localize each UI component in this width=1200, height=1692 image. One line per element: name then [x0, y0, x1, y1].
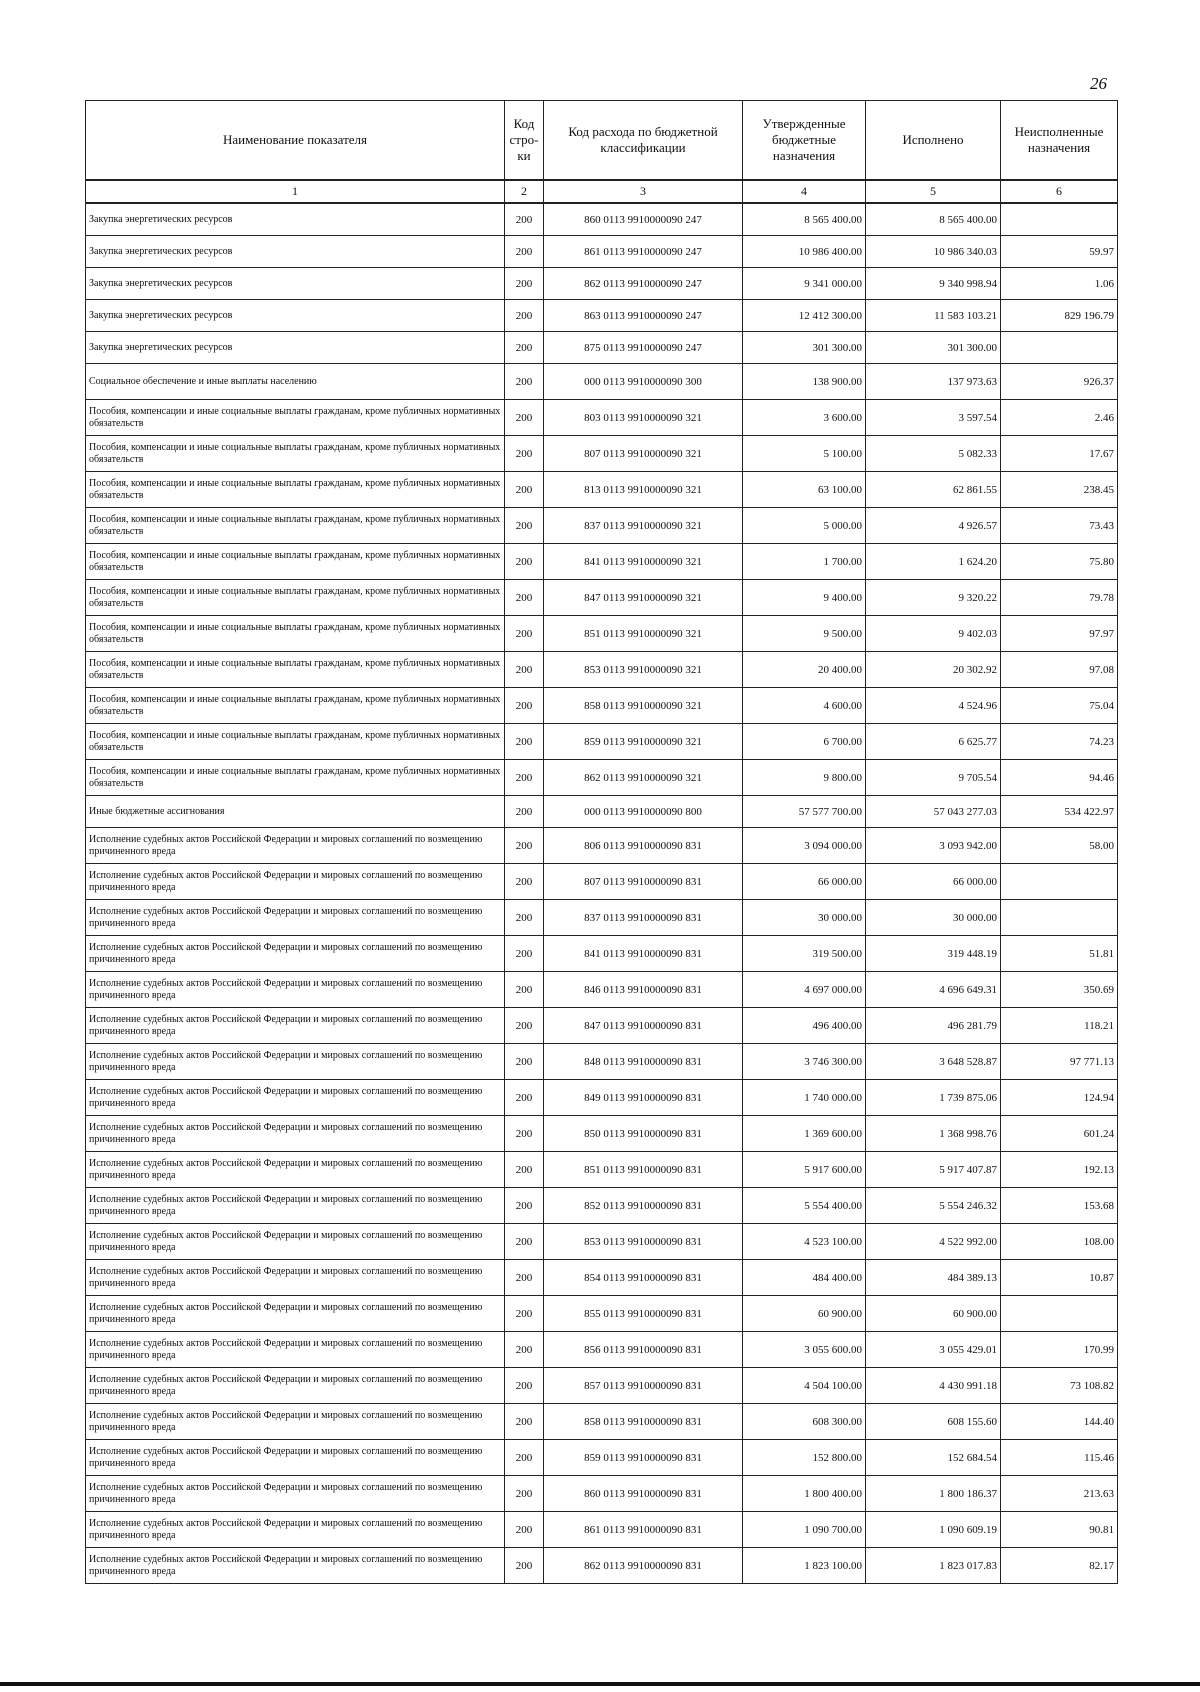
row-code-cell: 200	[505, 508, 544, 544]
table-row	[86, 236, 1118, 268]
table-row	[86, 1224, 1118, 1260]
row-executed-cell: 3 055 429.01	[866, 1332, 1001, 1368]
row-code-cell: 200	[505, 1260, 544, 1296]
row-executed-cell: 4 696 649.31	[866, 972, 1001, 1008]
row-name-cell: Исполнение судебных актов Российской Федерации и мировых соглашений по возмещению причиненного вреда	[86, 1080, 505, 1116]
table-row	[86, 544, 1118, 580]
table-row	[86, 688, 1118, 724]
row-code-cell: 200	[505, 1080, 544, 1116]
row-unexecuted-cell: 73.43	[1001, 508, 1118, 544]
row-name-cell: Исполнение судебных актов Российской Федерации и мировых соглашений по возмещению причиненного вреда	[86, 1548, 505, 1584]
row-unexecuted-cell: 213.63	[1001, 1476, 1118, 1512]
row-unexecuted-cell: 926.37	[1001, 364, 1118, 400]
row-code-cell: 200	[505, 864, 544, 900]
row-name-cell: Иные бюджетные ассигнования	[86, 796, 505, 828]
row-code-cell: 200	[505, 900, 544, 936]
table-row	[86, 300, 1118, 332]
row-approved-cell: 20 400.00	[743, 652, 866, 688]
row-code-cell: 200	[505, 236, 544, 268]
row-kbk-cell: 846 0113 9910000090 831	[544, 972, 743, 1008]
row-name-cell: Исполнение судебных актов Российской Федерации и мировых соглашений по возмещению причиненного вреда	[86, 1512, 505, 1548]
row-unexecuted-cell: 10.87	[1001, 1260, 1118, 1296]
row-unexecuted-cell: 75.80	[1001, 544, 1118, 580]
row-code-cell: 200	[505, 1188, 544, 1224]
row-approved-cell: 9 400.00	[743, 580, 866, 616]
budget-execution-table	[85, 100, 1118, 1584]
row-approved-cell: 4 600.00	[743, 688, 866, 724]
row-executed-cell: 8 565 400.00	[866, 203, 1001, 236]
row-approved-cell: 1 369 600.00	[743, 1116, 866, 1152]
row-code-cell: 200	[505, 1440, 544, 1476]
row-code-cell: 200	[505, 1332, 544, 1368]
row-kbk-cell: 855 0113 9910000090 831	[544, 1296, 743, 1332]
row-executed-cell: 4 522 992.00	[866, 1224, 1001, 1260]
row-executed-cell: 4 926.57	[866, 508, 1001, 544]
row-executed-cell: 3 093 942.00	[866, 828, 1001, 864]
table-row	[86, 616, 1118, 652]
row-executed-cell: 11 583 103.21	[866, 300, 1001, 332]
table-row	[86, 203, 1118, 236]
row-executed-cell: 9 340 998.94	[866, 268, 1001, 300]
row-unexecuted-cell	[1001, 864, 1118, 900]
row-unexecuted-cell	[1001, 332, 1118, 364]
row-approved-cell: 5 554 400.00	[743, 1188, 866, 1224]
row-kbk-cell: 853 0113 9910000090 831	[544, 1224, 743, 1260]
row-executed-cell: 4 524.96	[866, 688, 1001, 724]
column-number: 5	[866, 180, 1001, 203]
row-unexecuted-cell	[1001, 1296, 1118, 1332]
row-name-cell: Исполнение судебных актов Российской Федерации и мировых соглашений по возмещению причиненного вреда	[86, 1404, 505, 1440]
page-number: 26	[1090, 74, 1107, 93]
row-unexecuted-cell: 238.45	[1001, 472, 1118, 508]
row-unexecuted-cell: 534 422.97	[1001, 796, 1118, 828]
row-unexecuted-cell: 144.40	[1001, 1404, 1118, 1440]
row-approved-cell: 1 740 000.00	[743, 1080, 866, 1116]
row-approved-cell: 3 094 000.00	[743, 828, 866, 864]
row-executed-cell: 608 155.60	[866, 1404, 1001, 1440]
row-approved-cell: 12 412 300.00	[743, 300, 866, 332]
row-unexecuted-cell: 97.97	[1001, 616, 1118, 652]
row-executed-cell: 6 625.77	[866, 724, 1001, 760]
table-row	[86, 972, 1118, 1008]
column-number: 4	[743, 180, 866, 203]
row-unexecuted-cell: 94.46	[1001, 760, 1118, 796]
table-row	[86, 1404, 1118, 1440]
row-executed-cell: 152 684.54	[866, 1440, 1001, 1476]
row-name-cell: Пособия, компенсации и иные социальные выплаты гражданам, кроме публичных нормативных обязательств	[86, 400, 505, 436]
column-number-row	[86, 180, 1118, 203]
row-code-cell: 200	[505, 400, 544, 436]
row-code-cell: 200	[505, 203, 544, 236]
row-approved-cell: 4 697 000.00	[743, 972, 866, 1008]
row-code-cell: 200	[505, 1476, 544, 1512]
row-name-cell: Пособия, компенсации и иные социальные выплаты гражданам, кроме публичных нормативных обязательств	[86, 724, 505, 760]
row-executed-cell: 1 800 186.37	[866, 1476, 1001, 1512]
row-name-cell: Исполнение судебных актов Российской Федерации и мировых соглашений по возмещению причиненного вреда	[86, 1260, 505, 1296]
row-code-cell: 200	[505, 364, 544, 400]
table-row	[86, 1368, 1118, 1404]
row-kbk-cell: 841 0113 9910000090 831	[544, 936, 743, 972]
row-kbk-cell: 851 0113 9910000090 831	[544, 1152, 743, 1188]
row-approved-cell: 4 523 100.00	[743, 1224, 866, 1260]
row-executed-cell: 1 823 017.83	[866, 1548, 1001, 1584]
row-executed-cell: 1 624.20	[866, 544, 1001, 580]
row-code-cell: 200	[505, 1152, 544, 1188]
table-row	[86, 1152, 1118, 1188]
row-executed-cell: 301 300.00	[866, 332, 1001, 364]
row-kbk-cell: 850 0113 9910000090 831	[544, 1116, 743, 1152]
table-row	[86, 436, 1118, 472]
row-kbk-cell: 847 0113 9910000090 321	[544, 580, 743, 616]
row-code-cell: 200	[505, 332, 544, 364]
row-executed-cell: 3 597.54	[866, 400, 1001, 436]
row-approved-cell: 152 800.00	[743, 1440, 866, 1476]
row-executed-cell: 1 739 875.06	[866, 1080, 1001, 1116]
table-row	[86, 652, 1118, 688]
header-name: Наименование показателя	[86, 101, 505, 181]
row-code-cell: 200	[505, 1368, 544, 1404]
row-name-cell: Пособия, компенсации и иные социальные выплаты гражданам, кроме публичных нормативных обязательств	[86, 760, 505, 796]
row-executed-cell: 5 554 246.32	[866, 1188, 1001, 1224]
row-approved-cell: 9 500.00	[743, 616, 866, 652]
row-code-cell: 200	[505, 580, 544, 616]
row-kbk-cell: 860 0113 9910000090 247	[544, 203, 743, 236]
row-unexecuted-cell: 118.21	[1001, 1008, 1118, 1044]
row-name-cell: Исполнение судебных актов Российской Федерации и мировых соглашений по возмещению причиненного вреда	[86, 1332, 505, 1368]
row-code-cell: 200	[505, 688, 544, 724]
table-row	[86, 1080, 1118, 1116]
row-unexecuted-cell: 74.23	[1001, 724, 1118, 760]
row-kbk-cell: 807 0113 9910000090 831	[544, 864, 743, 900]
row-code-cell: 200	[505, 268, 544, 300]
table-row	[86, 1332, 1118, 1368]
row-code-cell: 200	[505, 616, 544, 652]
row-name-cell: Исполнение судебных актов Российской Федерации и мировых соглашений по возмещению причиненного вреда	[86, 1476, 505, 1512]
row-code-cell: 200	[505, 472, 544, 508]
table-row	[86, 760, 1118, 796]
row-kbk-cell: 875 0113 9910000090 247	[544, 332, 743, 364]
row-code-cell: 200	[505, 724, 544, 760]
table-row	[86, 936, 1118, 972]
row-kbk-cell: 000 0113 9910000090 300	[544, 364, 743, 400]
row-kbk-cell: 862 0113 9910000090 831	[544, 1548, 743, 1584]
row-kbk-cell: 837 0113 9910000090 831	[544, 900, 743, 936]
table-row	[86, 1296, 1118, 1332]
row-code-cell: 200	[505, 936, 544, 972]
row-kbk-cell: 856 0113 9910000090 831	[544, 1332, 743, 1368]
row-name-cell: Исполнение судебных актов Российской Федерации и мировых соглашений по возмещению причиненного вреда	[86, 936, 505, 972]
row-approved-cell: 608 300.00	[743, 1404, 866, 1440]
row-code-cell: 200	[505, 760, 544, 796]
row-executed-cell: 60 900.00	[866, 1296, 1001, 1332]
row-name-cell: Исполнение судебных актов Российской Федерации и мировых соглашений по возмещению причиненного вреда	[86, 828, 505, 864]
row-executed-cell: 137 973.63	[866, 364, 1001, 400]
row-approved-cell: 63 100.00	[743, 472, 866, 508]
row-approved-cell: 301 300.00	[743, 332, 866, 364]
row-executed-cell: 5 917 407.87	[866, 1152, 1001, 1188]
row-name-cell: Исполнение судебных актов Российской Федерации и мировых соглашений по возмещению причиненного вреда	[86, 1188, 505, 1224]
row-kbk-cell: 857 0113 9910000090 831	[544, 1368, 743, 1404]
row-approved-cell: 8 565 400.00	[743, 203, 866, 236]
row-unexecuted-cell: 2.46	[1001, 400, 1118, 436]
row-executed-cell: 5 082.33	[866, 436, 1001, 472]
row-name-cell: Пособия, компенсации и иные социальные выплаты гражданам, кроме публичных нормативных обязательств	[86, 472, 505, 508]
table-row	[86, 1116, 1118, 1152]
row-kbk-cell: 852 0113 9910000090 831	[544, 1188, 743, 1224]
row-kbk-cell: 000 0113 9910000090 800	[544, 796, 743, 828]
row-unexecuted-cell	[1001, 203, 1118, 236]
row-code-cell: 200	[505, 1512, 544, 1548]
header-row	[86, 101, 1118, 181]
row-executed-cell: 30 000.00	[866, 900, 1001, 936]
row-approved-cell: 1 823 100.00	[743, 1548, 866, 1584]
row-executed-cell: 484 389.13	[866, 1260, 1001, 1296]
row-unexecuted-cell: 601.24	[1001, 1116, 1118, 1152]
row-name-cell: Пособия, компенсации и иные социальные выплаты гражданам, кроме публичных нормативных обязательств	[86, 616, 505, 652]
scan-edge-line	[0, 1682, 1200, 1686]
row-code-cell: 200	[505, 1044, 544, 1080]
row-name-cell: Исполнение судебных актов Российской Федерации и мировых соглашений по возмещению причиненного вреда	[86, 1008, 505, 1044]
row-unexecuted-cell: 97 771.13	[1001, 1044, 1118, 1080]
row-kbk-cell: 851 0113 9910000090 321	[544, 616, 743, 652]
row-approved-cell: 9 800.00	[743, 760, 866, 796]
row-kbk-cell: 841 0113 9910000090 321	[544, 544, 743, 580]
table-row	[86, 1548, 1118, 1584]
row-kbk-cell: 859 0113 9910000090 321	[544, 724, 743, 760]
column-number: 3	[544, 180, 743, 203]
header-code: Код стро- ки	[505, 101, 544, 181]
row-unexecuted-cell	[1001, 900, 1118, 936]
table-row	[86, 1476, 1118, 1512]
row-kbk-cell: 813 0113 9910000090 321	[544, 472, 743, 508]
row-approved-cell: 496 400.00	[743, 1008, 866, 1044]
row-executed-cell: 319 448.19	[866, 936, 1001, 972]
row-approved-cell: 1 700.00	[743, 544, 866, 580]
row-unexecuted-cell: 97.08	[1001, 652, 1118, 688]
row-kbk-cell: 848 0113 9910000090 831	[544, 1044, 743, 1080]
row-code-cell: 200	[505, 1116, 544, 1152]
row-name-cell: Исполнение судебных актов Российской Федерации и мировых соглашений по возмещению причиненного вреда	[86, 864, 505, 900]
row-approved-cell: 10 986 400.00	[743, 236, 866, 268]
row-kbk-cell: 862 0113 9910000090 321	[544, 760, 743, 796]
row-approved-cell: 30 000.00	[743, 900, 866, 936]
row-approved-cell: 66 000.00	[743, 864, 866, 900]
row-executed-cell: 1 368 998.76	[866, 1116, 1001, 1152]
header-executed: Исполнено	[866, 101, 1001, 181]
row-code-cell: 200	[505, 828, 544, 864]
row-code-cell: 200	[505, 1296, 544, 1332]
row-unexecuted-cell: 153.68	[1001, 1188, 1118, 1224]
row-unexecuted-cell: 192.13	[1001, 1152, 1118, 1188]
table-row	[86, 796, 1118, 828]
row-name-cell: Социальное обеспечение и иные выплаты населению	[86, 364, 505, 400]
row-name-cell: Пособия, компенсации и иные социальные выплаты гражданам, кроме публичных нормативных обязательств	[86, 688, 505, 724]
row-code-cell: 200	[505, 972, 544, 1008]
row-unexecuted-cell: 170.99	[1001, 1332, 1118, 1368]
row-name-cell: Закупка энергетических ресурсов	[86, 268, 505, 300]
header-approved: Утвержденные бюджетные назначения	[743, 101, 866, 181]
row-unexecuted-cell: 75.04	[1001, 688, 1118, 724]
row-name-cell: Исполнение судебных актов Российской Федерации и мировых соглашений по возмещению причиненного вреда	[86, 1116, 505, 1152]
row-kbk-cell: 858 0113 9910000090 831	[544, 1404, 743, 1440]
row-executed-cell: 57 043 277.03	[866, 796, 1001, 828]
row-executed-cell: 3 648 528.87	[866, 1044, 1001, 1080]
row-kbk-cell: 859 0113 9910000090 831	[544, 1440, 743, 1476]
table-row	[86, 472, 1118, 508]
row-approved-cell: 319 500.00	[743, 936, 866, 972]
row-unexecuted-cell: 124.94	[1001, 1080, 1118, 1116]
column-number: 6	[1001, 180, 1118, 203]
row-name-cell: Исполнение судебных актов Российской Федерации и мировых соглашений по возмещению причиненного вреда	[86, 900, 505, 936]
row-name-cell: Закупка энергетических ресурсов	[86, 236, 505, 268]
row-code-cell: 200	[505, 652, 544, 688]
row-name-cell: Пособия, компенсации и иные социальные выплаты гражданам, кроме публичных нормативных обязательств	[86, 544, 505, 580]
row-code-cell: 200	[505, 1224, 544, 1260]
row-approved-cell: 6 700.00	[743, 724, 866, 760]
row-unexecuted-cell: 82.17	[1001, 1548, 1118, 1584]
row-code-cell: 200	[505, 1404, 544, 1440]
row-approved-cell: 57 577 700.00	[743, 796, 866, 828]
table-row	[86, 580, 1118, 616]
row-code-cell: 200	[505, 1008, 544, 1044]
row-name-cell: Исполнение судебных актов Российской Федерации и мировых соглашений по возмещению причиненного вреда	[86, 972, 505, 1008]
row-kbk-cell: 849 0113 9910000090 831	[544, 1080, 743, 1116]
row-approved-cell: 1 800 400.00	[743, 1476, 866, 1512]
row-unexecuted-cell: 829 196.79	[1001, 300, 1118, 332]
row-approved-cell: 4 504 100.00	[743, 1368, 866, 1404]
row-kbk-cell: 837 0113 9910000090 321	[544, 508, 743, 544]
row-name-cell: Исполнение судебных актов Российской Федерации и мировых соглашений по возмещению причиненного вреда	[86, 1368, 505, 1404]
row-name-cell: Пособия, компенсации и иные социальные выплаты гражданам, кроме публичных нормативных обязательств	[86, 508, 505, 544]
row-executed-cell: 9 705.54	[866, 760, 1001, 796]
row-name-cell: Закупка энергетических ресурсов	[86, 332, 505, 364]
row-kbk-cell: 803 0113 9910000090 321	[544, 400, 743, 436]
row-executed-cell: 10 986 340.03	[866, 236, 1001, 268]
row-unexecuted-cell: 59.97	[1001, 236, 1118, 268]
row-executed-cell: 20 302.92	[866, 652, 1001, 688]
row-kbk-cell: 863 0113 9910000090 247	[544, 300, 743, 332]
row-executed-cell: 4 430 991.18	[866, 1368, 1001, 1404]
row-unexecuted-cell: 79.78	[1001, 580, 1118, 616]
table-row	[86, 900, 1118, 936]
row-name-cell: Пособия, компенсации и иные социальные выплаты гражданам, кроме публичных нормативных обязательств	[86, 580, 505, 616]
table-header	[86, 101, 1118, 204]
table-row	[86, 1008, 1118, 1044]
table-row	[86, 1044, 1118, 1080]
row-executed-cell: 66 000.00	[866, 864, 1001, 900]
header-kbk: Код расхода по бюджетной классификации	[544, 101, 743, 181]
row-kbk-cell: 861 0113 9910000090 831	[544, 1512, 743, 1548]
table-row	[86, 332, 1118, 364]
row-executed-cell: 9 402.03	[866, 616, 1001, 652]
table-row	[86, 1260, 1118, 1296]
column-number: 1	[86, 180, 505, 203]
table-row	[86, 364, 1118, 400]
row-executed-cell: 62 861.55	[866, 472, 1001, 508]
table-row	[86, 724, 1118, 760]
row-unexecuted-cell: 108.00	[1001, 1224, 1118, 1260]
row-name-cell: Исполнение судебных актов Российской Федерации и мировых соглашений по возмещению причиненного вреда	[86, 1152, 505, 1188]
table-row	[86, 864, 1118, 900]
row-approved-cell: 5 100.00	[743, 436, 866, 472]
table-row	[86, 1188, 1118, 1224]
row-kbk-cell: 807 0113 9910000090 321	[544, 436, 743, 472]
row-approved-cell: 1 090 700.00	[743, 1512, 866, 1548]
table-row	[86, 1440, 1118, 1476]
column-number: 2	[505, 180, 544, 203]
row-approved-cell: 3 600.00	[743, 400, 866, 436]
row-unexecuted-cell: 73 108.82	[1001, 1368, 1118, 1404]
row-approved-cell: 5 917 600.00	[743, 1152, 866, 1188]
row-name-cell: Пособия, компенсации и иные социальные выплаты гражданам, кроме публичных нормативных обязательств	[86, 436, 505, 472]
row-kbk-cell: 860 0113 9910000090 831	[544, 1476, 743, 1512]
row-code-cell: 200	[505, 300, 544, 332]
row-kbk-cell: 854 0113 9910000090 831	[544, 1260, 743, 1296]
row-executed-cell: 1 090 609.19	[866, 1512, 1001, 1548]
row-name-cell: Исполнение судебных актов Российской Федерации и мировых соглашений по возмещению причиненного вреда	[86, 1296, 505, 1332]
row-unexecuted-cell: 51.81	[1001, 936, 1118, 972]
table-row	[86, 400, 1118, 436]
row-kbk-cell: 858 0113 9910000090 321	[544, 688, 743, 724]
row-unexecuted-cell: 17.67	[1001, 436, 1118, 472]
table-row	[86, 268, 1118, 300]
row-approved-cell: 60 900.00	[743, 1296, 866, 1332]
table-row	[86, 1512, 1118, 1548]
table-row	[86, 828, 1118, 864]
row-executed-cell: 496 281.79	[866, 1008, 1001, 1044]
row-unexecuted-cell: 350.69	[1001, 972, 1118, 1008]
row-executed-cell: 9 320.22	[866, 580, 1001, 616]
row-approved-cell: 138 900.00	[743, 364, 866, 400]
row-approved-cell: 3 746 300.00	[743, 1044, 866, 1080]
row-kbk-cell: 862 0113 9910000090 247	[544, 268, 743, 300]
table-body	[86, 203, 1118, 1584]
row-name-cell: Закупка энергетических ресурсов	[86, 203, 505, 236]
row-code-cell: 200	[505, 1548, 544, 1584]
row-code-cell: 200	[505, 544, 544, 580]
row-code-cell: 200	[505, 796, 544, 828]
row-unexecuted-cell: 115.46	[1001, 1440, 1118, 1476]
row-name-cell: Исполнение судебных актов Российской Федерации и мировых соглашений по возмещению причиненного вреда	[86, 1224, 505, 1260]
row-name-cell: Закупка энергетических ресурсов	[86, 300, 505, 332]
row-name-cell: Исполнение судебных актов Российской Федерации и мировых соглашений по возмещению причиненного вреда	[86, 1044, 505, 1080]
row-approved-cell: 9 341 000.00	[743, 268, 866, 300]
row-unexecuted-cell: 58.00	[1001, 828, 1118, 864]
row-unexecuted-cell: 90.81	[1001, 1512, 1118, 1548]
row-name-cell: Пособия, компенсации и иные социальные выплаты гражданам, кроме публичных нормативных обязательств	[86, 652, 505, 688]
row-kbk-cell: 847 0113 9910000090 831	[544, 1008, 743, 1044]
row-kbk-cell: 853 0113 9910000090 321	[544, 652, 743, 688]
row-kbk-cell: 861 0113 9910000090 247	[544, 236, 743, 268]
row-unexecuted-cell: 1.06	[1001, 268, 1118, 300]
header-unexecuted: Неисполненные назначения	[1001, 101, 1118, 181]
table-row	[86, 508, 1118, 544]
row-kbk-cell: 806 0113 9910000090 831	[544, 828, 743, 864]
row-approved-cell: 5 000.00	[743, 508, 866, 544]
row-name-cell: Исполнение судебных актов Российской Федерации и мировых соглашений по возмещению причиненного вреда	[86, 1440, 505, 1476]
row-code-cell: 200	[505, 436, 544, 472]
row-approved-cell: 3 055 600.00	[743, 1332, 866, 1368]
row-approved-cell: 484 400.00	[743, 1260, 866, 1296]
